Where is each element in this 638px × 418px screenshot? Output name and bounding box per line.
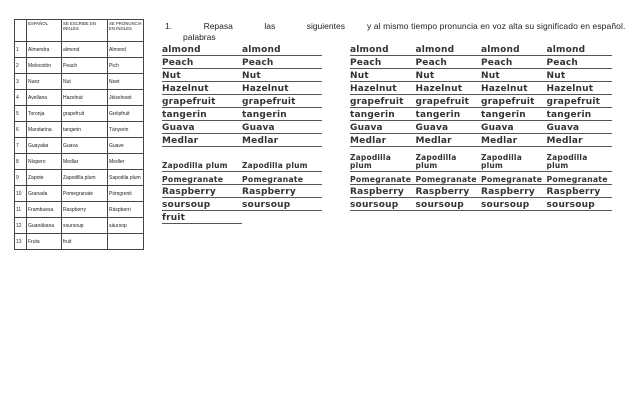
instruction-word: Repasa bbox=[203, 21, 233, 31]
practice-word: Nut bbox=[547, 68, 613, 81]
practice-row bbox=[350, 107, 612, 120]
row-number: 1 bbox=[15, 42, 27, 58]
practice-word: Medlar bbox=[162, 133, 242, 146]
practice-word: almond bbox=[350, 42, 416, 55]
practice-word: fruit bbox=[162, 210, 242, 223]
practice-word: Pomegranate bbox=[350, 171, 416, 184]
practice-word: Raspberry bbox=[547, 184, 613, 197]
practice-row bbox=[162, 184, 322, 197]
practice-word: Nut bbox=[416, 68, 482, 81]
instruction-line-1 bbox=[165, 21, 345, 32]
vocabulary-row bbox=[15, 202, 144, 218]
practice-word: Hazelnut bbox=[481, 81, 547, 94]
practice-word: Zapodilla plum bbox=[547, 146, 613, 171]
spanish-word: Toronja bbox=[27, 106, 62, 122]
practice-word: Guava bbox=[416, 120, 482, 133]
practice-row bbox=[162, 81, 322, 94]
english-spelling: Zapodilla plum bbox=[62, 170, 108, 186]
practice-row bbox=[162, 171, 322, 184]
english-pronunciation: Ráspberri bbox=[108, 202, 144, 218]
practice-word: almond bbox=[547, 42, 613, 55]
practice-grid-right bbox=[350, 42, 612, 211]
english-pronunciation bbox=[108, 234, 144, 250]
vocabulary-row bbox=[15, 58, 144, 74]
english-pronunciation: Tányerin bbox=[108, 122, 144, 138]
spanish-word: Guayaba bbox=[27, 138, 62, 154]
practice-row bbox=[350, 120, 612, 133]
english-pronunciation: Gréipfruit bbox=[108, 106, 144, 122]
practice-word: Pomegranate bbox=[416, 171, 482, 184]
header-pronounced-english: SE PRONUNCIA EN INGLES bbox=[108, 20, 144, 42]
english-spelling: Pomegranate bbox=[62, 186, 108, 202]
practice-row bbox=[162, 55, 322, 68]
practice-word: Hazelnut bbox=[350, 81, 416, 94]
english-spelling: Peach bbox=[62, 58, 108, 74]
vocabulary-row bbox=[15, 122, 144, 138]
practice-row bbox=[162, 42, 322, 55]
vocabulary-table bbox=[14, 19, 144, 250]
practice-word: grapefruit bbox=[547, 94, 613, 107]
row-number: 7 bbox=[15, 138, 27, 154]
header-number bbox=[15, 20, 27, 42]
practice-word bbox=[242, 210, 322, 223]
english-pronunciation: Pich bbox=[108, 58, 144, 74]
instruction-word: siguientes bbox=[306, 21, 345, 31]
english-pronunciation: Pómgrenit bbox=[108, 186, 144, 202]
practice-word: Peach bbox=[242, 55, 322, 68]
practice-word: Nut bbox=[242, 68, 322, 81]
practice-word: tangerin bbox=[162, 107, 242, 120]
practice-grid-left bbox=[162, 42, 322, 224]
practice-word: Guava bbox=[162, 120, 242, 133]
spanish-word: Almendra bbox=[27, 42, 62, 58]
practice-row bbox=[350, 94, 612, 107]
practice-word: soursoup bbox=[547, 197, 613, 210]
vocabulary-row bbox=[15, 106, 144, 122]
vocabulary-row bbox=[15, 154, 144, 170]
practice-word: Zapodilla plum bbox=[481, 146, 547, 171]
practice-word: grapefruit bbox=[162, 94, 242, 107]
practice-word: Raspberry bbox=[242, 184, 322, 197]
english-pronunciation: Medler bbox=[108, 154, 144, 170]
spanish-word: Melocotón bbox=[27, 58, 62, 74]
spanish-word: Fruta bbox=[27, 234, 62, 250]
vocabulary-row bbox=[15, 42, 144, 58]
practice-word: Peach bbox=[481, 55, 547, 68]
practice-word: Guava bbox=[547, 120, 613, 133]
spanish-word: Frambuesa bbox=[27, 202, 62, 218]
practice-row bbox=[162, 107, 322, 120]
practice-word: tangerin bbox=[350, 107, 416, 120]
practice-row bbox=[162, 120, 322, 133]
practice-row bbox=[350, 81, 612, 94]
header-written-english: SE ESCRIBE EN INGLES bbox=[62, 20, 108, 42]
practice-word: Medlar bbox=[416, 133, 482, 146]
practice-word: almond bbox=[242, 42, 322, 55]
practice-word: almond bbox=[481, 42, 547, 55]
english-pronunciation: Jéiselnoet bbox=[108, 90, 144, 106]
vocabulary-header-row bbox=[15, 20, 144, 42]
spanish-word: Guanábana bbox=[27, 218, 62, 234]
english-spelling: Medlar bbox=[62, 154, 108, 170]
instruction-continuation: y al mismo tiempo pronuncia en voz alta su significado en español. bbox=[367, 21, 626, 31]
practice-word: soursoup bbox=[416, 197, 482, 210]
row-number: 13 bbox=[15, 234, 27, 250]
row-number: 9 bbox=[15, 170, 27, 186]
practice-word: Pomegranate bbox=[242, 171, 322, 184]
practice-word: Medlar bbox=[242, 133, 322, 146]
spanish-word: Nuez bbox=[27, 74, 62, 90]
practice-row bbox=[350, 42, 612, 55]
instruction-number: 1. bbox=[165, 21, 173, 31]
practice-word: Hazelnut bbox=[162, 81, 242, 94]
practice-word: Zapodilla plum bbox=[416, 146, 482, 171]
practice-word: Pomegranate bbox=[162, 171, 242, 184]
row-number: 11 bbox=[15, 202, 27, 218]
practice-word: grapefruit bbox=[481, 94, 547, 107]
practice-word: Peach bbox=[416, 55, 482, 68]
practice-word: Zapodilla plum bbox=[162, 146, 242, 171]
row-number: 3 bbox=[15, 74, 27, 90]
english-spelling: soursoup bbox=[62, 218, 108, 234]
practice-row bbox=[350, 184, 612, 197]
english-spelling: Guava bbox=[62, 138, 108, 154]
practice-word: Nut bbox=[162, 68, 242, 81]
practice-word: Raspberry bbox=[350, 184, 416, 197]
practice-word: Hazelnut bbox=[416, 81, 482, 94]
english-spelling: Hazelnut bbox=[62, 90, 108, 106]
row-number: 6 bbox=[15, 122, 27, 138]
practice-word: Peach bbox=[162, 55, 242, 68]
practice-word: Medlar bbox=[547, 133, 613, 146]
row-number: 2 bbox=[15, 58, 27, 74]
spanish-word: Granada bbox=[27, 186, 62, 202]
practice-word: tangerin bbox=[481, 107, 547, 120]
practice-row bbox=[162, 146, 322, 171]
practice-word: almond bbox=[162, 42, 242, 55]
vocabulary-row bbox=[15, 90, 144, 106]
practice-word: grapefruit bbox=[416, 94, 482, 107]
practice-word: Guava bbox=[242, 120, 322, 133]
instruction-word: las bbox=[264, 21, 276, 31]
english-spelling: grapefruit bbox=[62, 106, 108, 122]
practice-word: Nut bbox=[350, 68, 416, 81]
english-spelling: Raspberry bbox=[62, 202, 108, 218]
practice-word: Guava bbox=[481, 120, 547, 133]
practice-word: soursoup bbox=[350, 197, 416, 210]
practice-word: Pomegranate bbox=[481, 171, 547, 184]
practice-row bbox=[350, 171, 612, 184]
vocabulary-row bbox=[15, 138, 144, 154]
practice-word: Hazelnut bbox=[242, 81, 322, 94]
practice-row bbox=[350, 197, 612, 210]
spanish-word: Zapote bbox=[27, 170, 62, 186]
practice-row bbox=[350, 146, 612, 171]
instruction-line-2: palabras bbox=[183, 32, 216, 42]
english-pronunciation: Sapodila plum bbox=[108, 170, 144, 186]
practice-word: Hazelnut bbox=[547, 81, 613, 94]
practice-word: Peach bbox=[350, 55, 416, 68]
practice-row bbox=[162, 68, 322, 81]
practice-word: Zapodilla plum bbox=[242, 146, 322, 171]
header-spanish: ESPAÑOL bbox=[27, 20, 62, 42]
practice-word: almond bbox=[416, 42, 482, 55]
practice-row bbox=[162, 133, 322, 146]
practice-word: soursoup bbox=[481, 197, 547, 210]
vocabulary-row bbox=[15, 234, 144, 250]
practice-word: tangerin bbox=[416, 107, 482, 120]
english-pronunciation: Noet bbox=[108, 74, 144, 90]
spanish-word: Avellana bbox=[27, 90, 62, 106]
practice-word: tangerin bbox=[242, 107, 322, 120]
practice-word: grapefruit bbox=[350, 94, 416, 107]
practice-word: Medlar bbox=[350, 133, 416, 146]
english-spelling: tangerin bbox=[62, 122, 108, 138]
vocabulary-row bbox=[15, 218, 144, 234]
practice-word: grapefruit bbox=[242, 94, 322, 107]
english-spelling: almond bbox=[62, 42, 108, 58]
practice-word: soursoup bbox=[242, 197, 322, 210]
practice-word: Zapodilla plum bbox=[350, 146, 416, 171]
practice-word: tangerin bbox=[547, 107, 613, 120]
practice-word: Peach bbox=[547, 55, 613, 68]
vocabulary-row bbox=[15, 186, 144, 202]
vocabulary-row bbox=[15, 74, 144, 90]
practice-row bbox=[162, 197, 322, 210]
practice-row bbox=[350, 68, 612, 81]
english-pronunciation: sáursop bbox=[108, 218, 144, 234]
english-pronunciation: Guave bbox=[108, 138, 144, 154]
practice-word: Raspberry bbox=[416, 184, 482, 197]
row-number: 5 bbox=[15, 106, 27, 122]
vocabulary-row bbox=[15, 170, 144, 186]
row-number: 4 bbox=[15, 90, 27, 106]
practice-row bbox=[350, 55, 612, 68]
spanish-word: Níspero bbox=[27, 154, 62, 170]
english-spelling: Nut bbox=[62, 74, 108, 90]
row-number: 10 bbox=[15, 186, 27, 202]
practice-word: Raspberry bbox=[481, 184, 547, 197]
practice-word: Pomegranate bbox=[547, 171, 613, 184]
row-number: 12 bbox=[15, 218, 27, 234]
practice-word: Medlar bbox=[481, 133, 547, 146]
row-number: 8 bbox=[15, 154, 27, 170]
practice-word: Nut bbox=[481, 68, 547, 81]
practice-row bbox=[162, 94, 322, 107]
practice-row bbox=[162, 210, 322, 223]
english-spelling: fruit bbox=[62, 234, 108, 250]
practice-word: soursoup bbox=[162, 197, 242, 210]
practice-word: Guava bbox=[350, 120, 416, 133]
practice-row bbox=[350, 133, 612, 146]
practice-word: Raspberry bbox=[162, 184, 242, 197]
spanish-word: Mandarina bbox=[27, 122, 62, 138]
english-pronunciation: Almond bbox=[108, 42, 144, 58]
